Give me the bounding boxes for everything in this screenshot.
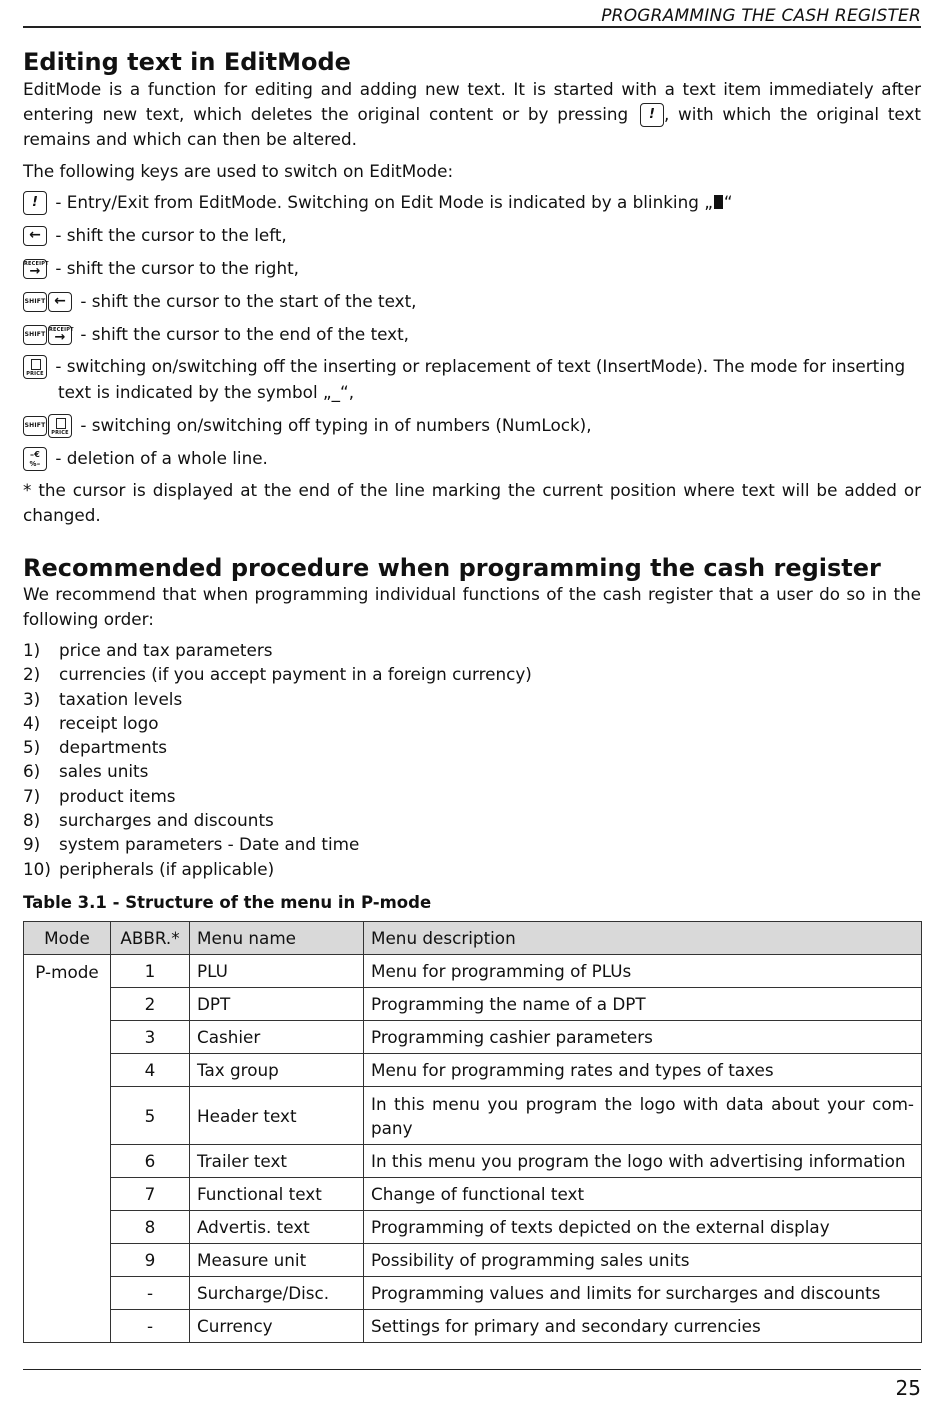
key-desc: - shift the cursor to the start of the text, (80, 291, 417, 311)
key-row-numlock (23, 413, 921, 438)
list-item (23, 687, 532, 711)
menu-description-cell: Programming the name of a DPT (364, 988, 922, 1021)
menu-name-cell: Advertis. text (190, 1211, 364, 1244)
left-arrow-glyph: ← (54, 293, 66, 309)
table-row (24, 1310, 922, 1343)
step-number: 4) (23, 712, 41, 733)
list-item (23, 784, 532, 808)
percent-minus-label: %– (29, 460, 41, 468)
left-arrow-key-icon (48, 292, 72, 312)
menu-description-cell: In this menu you program the logo with advertising information (364, 1145, 922, 1178)
receipt-label: RECEIPT (24, 261, 49, 267)
abbr-cell: - (111, 1310, 190, 1343)
step-text: currencies (if you accept payment in a foreign currency) (59, 664, 532, 685)
step-number: 1) (23, 640, 41, 660)
key-desc: - switching on/switching off the inserting or replacement of text (InsertMode). The mode for inserting (55, 356, 906, 376)
menu-name-cell: Currency (190, 1310, 364, 1343)
menu-description-cell: Menu for programming rates and types of taxes (364, 1054, 922, 1087)
table-row (24, 955, 922, 988)
list-item (23, 857, 532, 881)
receipt-label: RECEIPT (49, 327, 74, 333)
step-text: receipt logo (59, 712, 159, 733)
shift-label: SHIFT (24, 331, 46, 338)
key-desc: - deletion of a whole line. (55, 448, 268, 468)
step-text: product items (59, 785, 176, 806)
menu-name-cell: Trailer text (190, 1145, 364, 1178)
menu-description-cell: Programming of texts depicted on the external display (364, 1211, 922, 1244)
editmode-intro (23, 77, 921, 151)
menu-structure-table (23, 921, 922, 1343)
blinking-block-icon (714, 195, 723, 209)
table-row (24, 1178, 922, 1211)
running-header: PROGRAMMING THE CASH REGISTER (23, 6, 921, 28)
table-caption: Table 3.1 - Structure of the menu in P-mode (23, 893, 432, 912)
menu-name-cell: Header text (190, 1087, 364, 1145)
procedure-intro: We recommend that when programming individual functions of the cash register that a user do so in the following order: (23, 584, 921, 629)
column-header-mode: Mode (24, 922, 111, 955)
key-row-start (23, 289, 921, 314)
table-row (24, 1054, 922, 1087)
editmode-intro-b: , with which the original text remains and which can then be altered. (23, 103, 921, 149)
section-title-editmode: Editing text in EditMode (23, 48, 351, 76)
editmode-intro-a: EditMode is a function for editing and adding new text. It is started with a text item immediately after entering new text, which deletes the original content or by pressing (23, 79, 921, 124)
left-arrow-key-icon (23, 226, 47, 246)
abbr-cell: 3 (111, 1021, 190, 1054)
menu-description-cell: Settings for primary and secondary currencies (364, 1310, 922, 1343)
left-arrow-glyph: ← (29, 227, 41, 243)
table-row (24, 1244, 922, 1277)
minus-euro-percent-key-icon (23, 447, 47, 471)
abbr-cell: 8 (111, 1211, 190, 1244)
list-item (23, 759, 532, 783)
step-number: 7) (23, 785, 41, 806)
key-desc-end: “ (723, 192, 733, 212)
table-header-row (24, 922, 922, 955)
key-row-insertmode (23, 354, 921, 379)
key-row-delete-line (23, 446, 921, 471)
shift-key-icon (23, 416, 47, 436)
column-header-menu-name: Menu name (190, 922, 364, 955)
menu-name-cell: Surcharge/Disc. (190, 1277, 364, 1310)
key-row-left (23, 223, 921, 248)
minus-euro-label: –€ (30, 450, 40, 459)
shift-key-icon (23, 292, 47, 312)
key-desc: - shift the cursor to the right, (55, 258, 299, 278)
column-header-abbr: ABBR.* (111, 922, 190, 955)
table-row (24, 988, 922, 1021)
keys-intro: The following keys are used to switch on EditMode: (23, 161, 454, 181)
section-title-procedure: Recommended procedure when programming the cash register (23, 554, 881, 582)
exclamation-key-icon (640, 103, 664, 127)
right-arrow-glyph: → (54, 330, 66, 345)
mode-cell: P-mode (24, 955, 111, 1343)
receipt-key-icon (48, 325, 72, 345)
menu-description-cell: In this menu you program the logo with data about your com-pany (364, 1087, 922, 1145)
table-row (24, 1277, 922, 1310)
key-row-right (23, 256, 921, 281)
column-header-menu-description: Menu description (364, 922, 922, 955)
price-label: PRICE (51, 430, 69, 436)
list-item (23, 711, 532, 735)
menu-description-cell: Change of functional text (364, 1178, 922, 1211)
step-text: peripherals (if applicable) (59, 858, 275, 879)
list-item (23, 832, 532, 856)
right-arrow-glyph: → (29, 264, 41, 279)
price-doc-icon (56, 418, 66, 429)
step-number: 8) (23, 810, 41, 831)
key-row-end (23, 322, 921, 347)
table-row (24, 1211, 922, 1244)
menu-name-cell: Cashier (190, 1021, 364, 1054)
menu-name-cell: Tax group (190, 1054, 364, 1087)
abbr-cell: 7 (111, 1178, 190, 1211)
table-row (24, 1087, 922, 1145)
key-desc-continued: text is indicated by the symbol „_“, (58, 382, 355, 402)
key-row-editmode (23, 190, 921, 215)
menu-description-cell: Possibility of programming sales units (364, 1244, 922, 1277)
step-text: system parameters - Date and time (59, 834, 360, 855)
receipt-key-icon (23, 259, 47, 279)
step-text: sales units (59, 761, 149, 782)
step-text: taxation levels (59, 688, 183, 709)
menu-name-cell: Measure unit (190, 1244, 364, 1277)
abbr-cell: 9 (111, 1244, 190, 1277)
price-key-icon (23, 355, 47, 379)
shift-label: SHIFT (24, 422, 46, 429)
list-item (23, 735, 532, 759)
key-desc: - shift the cursor to the end of the text, (80, 324, 410, 344)
price-label: PRICE (26, 371, 44, 377)
step-number: 2) (23, 664, 41, 685)
step-number: 9) (23, 834, 41, 855)
abbr-cell: 6 (111, 1145, 190, 1178)
menu-description-cell: Menu for programming of PLUs (364, 955, 922, 988)
key-desc: - shift the cursor to the left, (55, 225, 287, 245)
menu-name-cell: Functional text (190, 1178, 364, 1211)
menu-name-cell: PLU (190, 955, 364, 988)
abbr-cell: 2 (111, 988, 190, 1021)
menu-name-cell: DPT (190, 988, 364, 1021)
list-item (23, 638, 532, 662)
table-row (24, 1145, 922, 1178)
menu-description-cell: Programming values and limits for surcharges and discounts (364, 1277, 922, 1310)
step-number: 3) (23, 688, 41, 709)
shift-label: SHIFT (24, 298, 46, 305)
abbr-cell: 5 (111, 1087, 190, 1145)
abbr-cell: 1 (111, 955, 190, 988)
key-desc: - Entry/Exit from EditMode. Switching on Edit Mode is indicated by a blinking „ (55, 192, 713, 212)
exclamation-key-glyph: ! (648, 106, 655, 122)
step-text: departments (59, 737, 168, 758)
abbr-cell: - (111, 1277, 190, 1310)
shift-key-icon (23, 325, 47, 345)
step-text: price and tax parameters (59, 640, 273, 660)
abbr-cell: 4 (111, 1054, 190, 1087)
menu-description-cell: Programming cashier parameters (364, 1021, 922, 1054)
table-row (24, 1021, 922, 1054)
price-key-icon (48, 414, 72, 438)
list-item (23, 808, 532, 832)
list-item (23, 662, 532, 686)
step-text: surcharges and discounts (59, 810, 274, 831)
footer-divider (23, 1369, 921, 1370)
price-doc-icon (31, 359, 41, 370)
key-desc: - switching on/switching off typing in of numbers (NumLock), (80, 415, 592, 435)
procedure-steps (23, 638, 532, 881)
exclamation-key-icon (23, 191, 47, 215)
page-number: 25 (895, 1376, 921, 1400)
exclamation-key-glyph: ! (32, 195, 38, 210)
step-number: 5) (23, 737, 41, 758)
step-number: 10) (23, 858, 51, 879)
cursor-footnote: * the cursor is displayed at the end of the line marking the current position where text will be added or changed. (23, 480, 921, 525)
step-number: 6) (23, 761, 41, 782)
